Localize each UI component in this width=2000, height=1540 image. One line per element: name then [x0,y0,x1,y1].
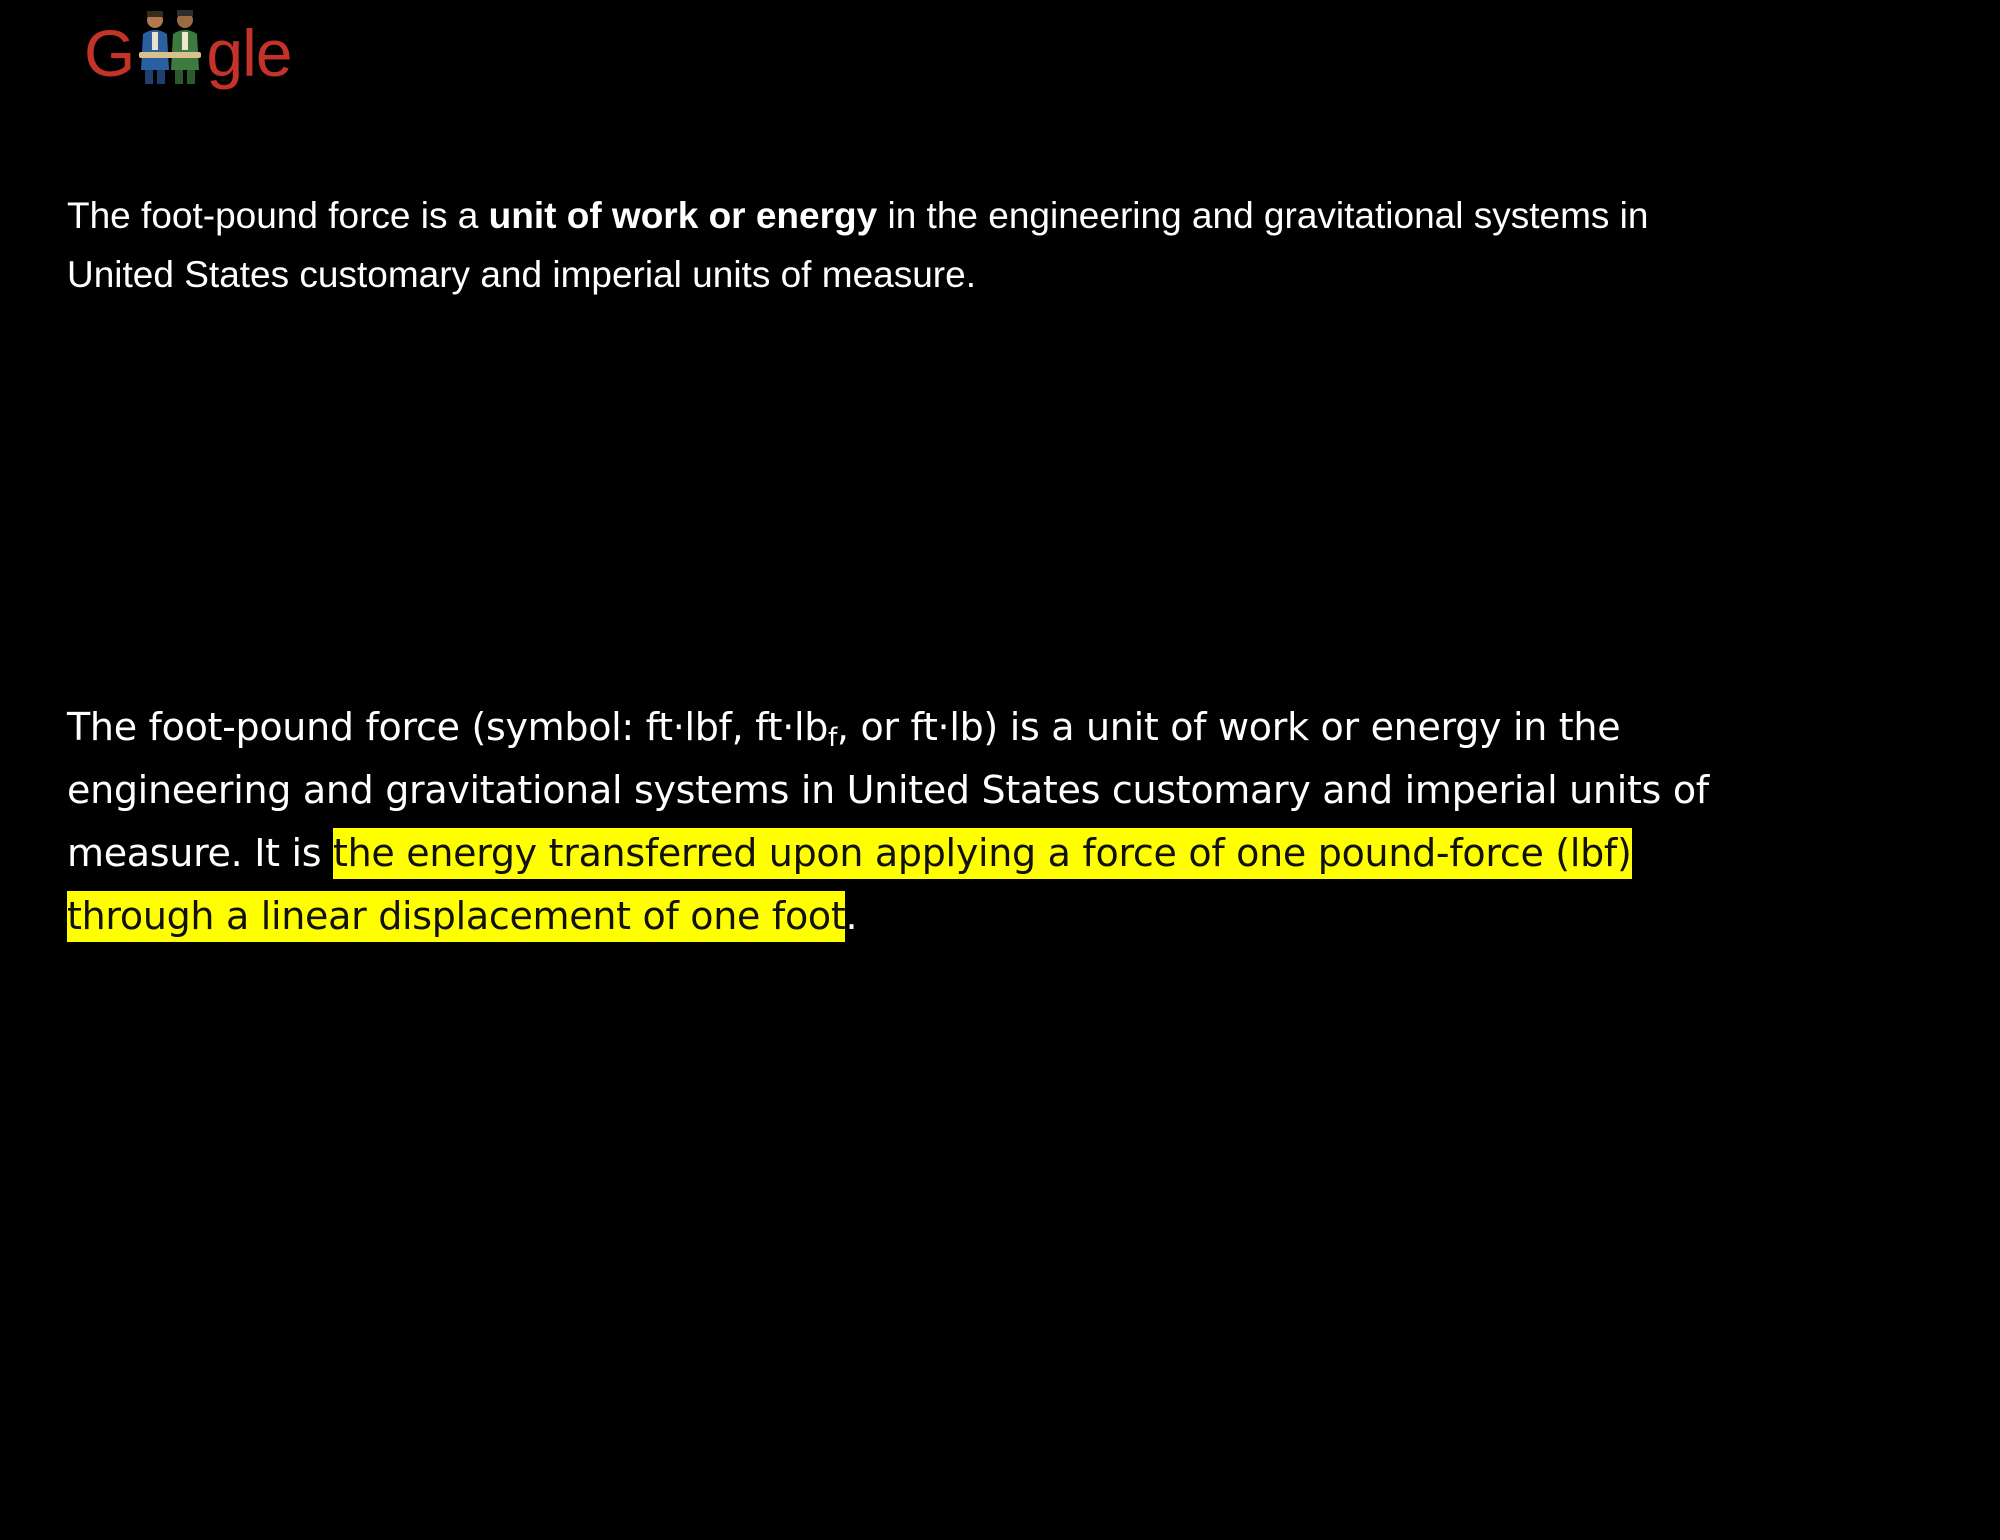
featured-end: . [845,894,858,938]
knowledge-snippet [67,186,1727,304]
featured-intro: The foot-pound force (symbol: ft⋅lbf, ft⋅lb [67,705,829,749]
snippet-text-after: in the engineering and gravitational systems in United States customary and imperial units of measure. [67,195,1649,295]
featured-highlight: the energy transferred upon applying a force of one pound-force (lbf) through a linear displacement of one foot [67,828,1632,942]
featured-description [67,696,1767,948]
snippet-text-before: The foot-pound force is a [67,195,489,236]
logo-letter-g: G [84,16,135,90]
google-doodle-logo[interactable] [84,2,292,90]
featured-mid: , or ft⋅lb) is a unit of work or energy in the engineering and gravitational systems in United States customary and imperial units of measure. It is [67,705,1709,875]
logo-letter-l: l [242,16,256,90]
doodle-figures-icon [135,8,205,86]
logo-letter-e: e [255,16,292,90]
snippet-bold-text: unit of work or energy [488,195,878,236]
logo-letter-g2: g [206,16,243,90]
featured-subscript: f [828,723,837,753]
